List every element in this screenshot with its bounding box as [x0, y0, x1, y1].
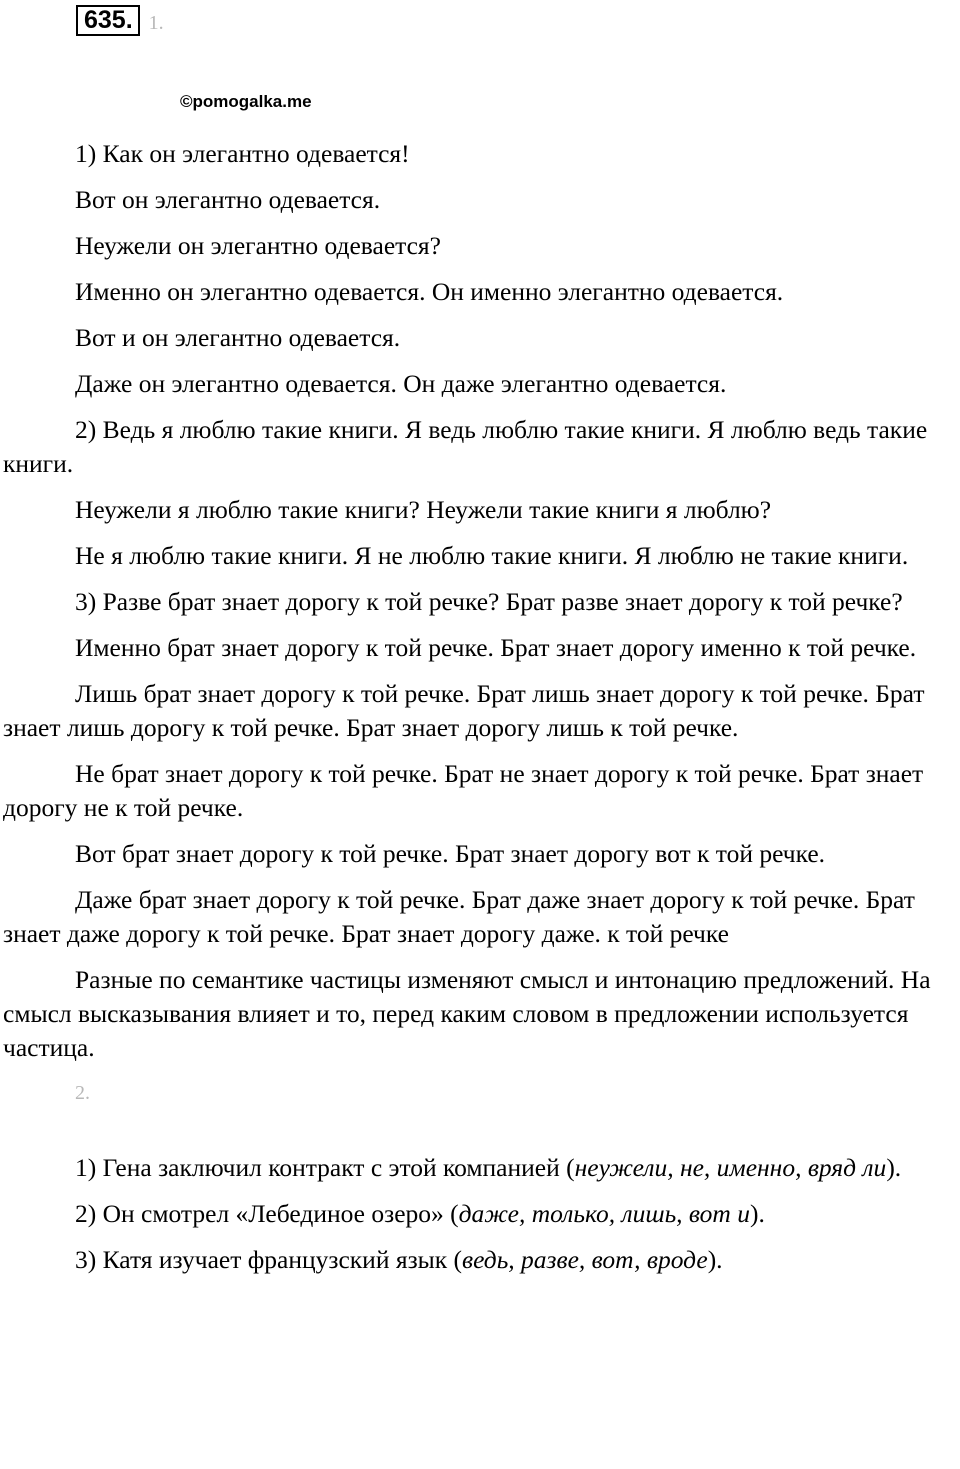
paragraph: Даже брат знает дорогу к той речке. Брат даже знает дорогу к той речке. Брат знает даже дорогу к той речке. Брат знает дорогу даже. к той речке [3, 885, 915, 948]
task-item [3, 1243, 958, 1277]
conclusion-paragraph: Разные по семантике частицы изменяют смысл и интонацию предложений. На смысл высказывания влияет и то, перед каким словом в предложении используется частица. [3, 965, 931, 1062]
part-1-label: 1. [148, 11, 164, 34]
task-hint: неужели, не, именно, вряд ли [574, 1153, 887, 1182]
paragraph: Вот он элегантно одевается. [75, 185, 381, 214]
paragraph: 1) Как он элегантно одевается! [75, 139, 410, 168]
task-hint: даже, только, лишь, вот и [458, 1199, 750, 1228]
task-tail: ). [886, 1153, 902, 1182]
paragraph: 2) Ведь я люблю такие книги. Я ведь люблю такие книги. Я люблю ведь такие книги. [3, 415, 928, 478]
paragraph: Не я люблю такие книги. Я не люблю такие книги. Я люблю не такие книги. [75, 541, 909, 570]
task-tail: ). [707, 1245, 723, 1274]
exercise-number: 635. [76, 5, 140, 36]
task-hint: ведь, разве, вот, вроде [462, 1245, 708, 1274]
paragraph: Неужели он элегантно одевается? [75, 231, 441, 260]
task-item [3, 1151, 958, 1185]
watermark: ©pomogalka.me [180, 92, 312, 111]
paragraph: Даже он элегантно одевается. Он даже элегантно одевается. [75, 369, 727, 398]
paragraph: Лишь брат знает дорогу к той речке. Брат лишь знает дорогу к той речке. Брат знает лишь дорогу к той речке. Брат знает дорогу лишь к той речке. [3, 679, 925, 742]
paragraph: Именно он элегантно одевается. Он именно элегантно одевается. [75, 277, 784, 306]
task-text: 3) Катя изучает французский язык ( [75, 1245, 463, 1274]
paragraph: Вот брат знает дорогу к той речке. Брат знает дорогу вот к той речке. [75, 839, 826, 868]
task-item [3, 1197, 958, 1231]
exercise-body [3, 137, 958, 1289]
paragraph: Не брат знает дорогу к той речке. Брат не знает дорогу к той речке. Брат знает дорогу не к той речке. [3, 759, 924, 822]
paragraph: Неужели я люблю такие книги? Неужели такие книги я люблю? [75, 495, 772, 524]
paragraph: Именно брат знает дорогу к той речке. Брат знает дорогу именно к той речке. [75, 633, 917, 662]
part-2-label: 2. [75, 1082, 90, 1104]
paragraph: 3) Разве брат знает дорогу к той речке? Брат разве знает дорогу к той речке? [75, 587, 903, 616]
exercise-header [76, 4, 164, 36]
task-text: 1) Гена заключил контракт с этой компанией ( [75, 1153, 575, 1182]
task-tail: ). [749, 1199, 765, 1228]
paragraph: Вот и он элегантно одевается. [75, 323, 401, 352]
task-text: 2) Он смотрел «Лебединое озеро» ( [75, 1199, 459, 1228]
